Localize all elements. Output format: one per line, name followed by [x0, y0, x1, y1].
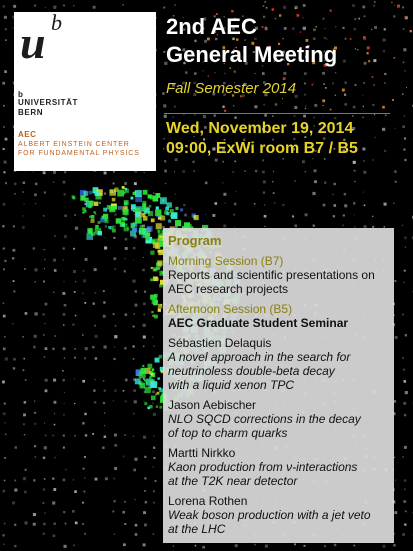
center-name-line1: ALBERT EINSTEIN CENTER — [18, 141, 130, 148]
university-b-mark: b — [18, 90, 23, 99]
morning-session-line2: AEC research projects — [168, 282, 289, 296]
afternoon-session-title: AEC Graduate Student Seminar — [168, 316, 349, 330]
talk-title-line: A novel approach in the search for — [168, 350, 351, 364]
event-title-line2: General Meeting — [166, 42, 338, 67]
center-acronym: AEC — [18, 130, 37, 139]
center-name-line2: FOR FUNDAMENTAL PHYSICS — [18, 150, 140, 157]
talk-title-line: Kaon production from ν-interactions — [168, 460, 358, 474]
university-city: BERN — [18, 108, 44, 117]
header-divider — [164, 113, 390, 114]
event-semester: Fall Semester 2014 — [166, 80, 297, 97]
talk-title-line: Weak boson production with a jet veto — [168, 508, 371, 522]
program-panel — [163, 228, 394, 543]
talk-title-line: NLO SQCD corrections in the decay — [168, 412, 361, 426]
university-logo-mark: u — [20, 17, 46, 68]
event-time-room: 09:00, ExWi room B7 / B5 — [166, 140, 358, 157]
talk-title-line: at the LHC — [168, 522, 226, 536]
afternoon-session-label: Afternoon Session (B5) — [168, 302, 293, 316]
talk-speaker: Martti Nirkko — [168, 446, 236, 460]
event-date: Wed, November 19, 2014 — [166, 120, 354, 137]
university-logo-superscript: b — [51, 10, 62, 35]
talk-title-line: with a liquid xenon TPC — [168, 378, 295, 392]
event-title-line1: 2nd AEC — [166, 14, 257, 39]
talk-title-line: of top to charm quarks — [168, 426, 288, 440]
talk-speaker: Lorena Rothen — [168, 494, 248, 508]
talk-speaker: Sébastien Delaquis — [168, 336, 272, 350]
morning-session-line1: Reports and scientific presentations on — [168, 268, 375, 282]
talk-speaker: Jason Aebischer — [168, 398, 257, 412]
program-heading: Program — [168, 233, 222, 248]
university-name: UNIVERSITÄT — [18, 98, 78, 107]
university-name-box — [14, 87, 156, 171]
talk-title-line: at the T2K near detector — [168, 474, 298, 488]
morning-session-label: Morning Session (B7) — [168, 254, 284, 268]
talk-title-line: neutrinoless double-beta decay — [168, 364, 335, 378]
university-logo-box — [14, 12, 156, 87]
